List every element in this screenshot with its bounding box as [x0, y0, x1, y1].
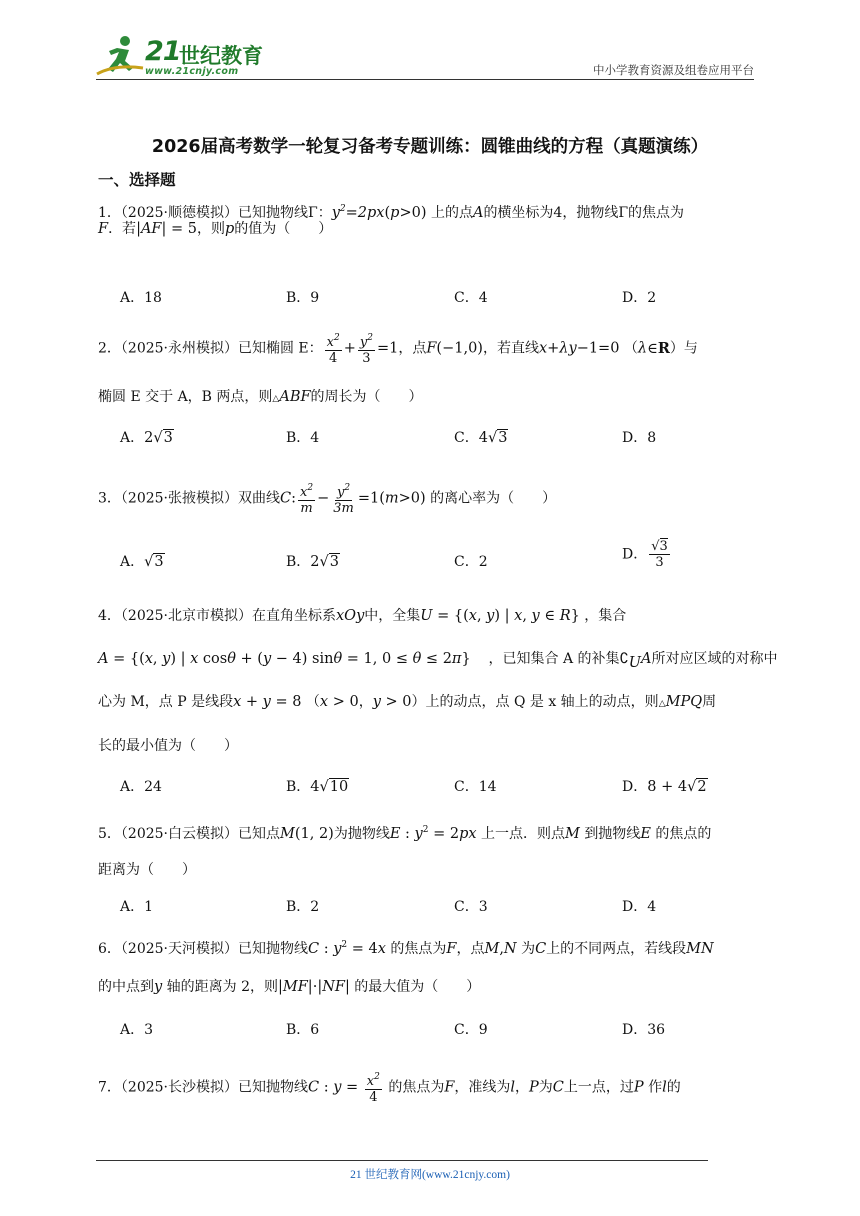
option-b[interactable]: B．9 — [286, 290, 320, 306]
option-c[interactable]: C．14 — [454, 779, 497, 795]
logo-number: 21 — [145, 36, 181, 67]
question-6-line-2: 的中点到y 轴的距离为 2，则|MF|·|NF| 的最大值为（ ） — [98, 979, 481, 995]
option-d[interactable]: D．2 — [622, 290, 657, 306]
option-c[interactable]: C．2 — [454, 554, 488, 570]
option-c[interactable]: C．4√3 — [454, 430, 508, 446]
logo-name: 世纪教育 — [179, 44, 263, 68]
option-c[interactable]: C．4 — [454, 290, 488, 306]
footer-divider — [96, 1160, 708, 1161]
option-d[interactable]: D． $\frac{√3}{3}$ — [622, 539, 668, 570]
question-6-line-1: 6．（2025·天河模拟）已知抛物线C : $y^2 = 4x$ 的焦点为F，点M,N 为C上的不同两点，若线段MN — [98, 940, 714, 957]
question-4-line-3: 心为 M，点 P 是线段x + y = 8 （x > 0，y > 0）上的动点，点 Q 是 x 轴上的动点，则△MPQ周 — [98, 694, 717, 710]
option-b[interactable]: B．2√3 — [286, 554, 340, 570]
option-b[interactable]: B．6 — [286, 1022, 320, 1038]
option-d[interactable]: D．4 — [622, 899, 657, 915]
option-b[interactable]: B．2 — [286, 899, 320, 915]
footer-link[interactable]: 21 世纪教育网(www.21cnjy.com) — [350, 1169, 510, 1181]
question-1-line-1: 1．（2025·顺德模拟）已知抛物线Γ：$y^2=2px(p>0)$ 上的点A的横坐标为4，抛物线Γ的焦点为 — [98, 204, 685, 221]
header-platform-text: 中小学教育资源及组卷应用平台 — [593, 63, 754, 77]
question-3-line-1: 3．（2025·张掖模拟）双曲线C: $\frac{x^2}{m}$ − $\frac{y^2}{3m}$ =1(m>0) 的离心率为（ ） — [98, 483, 557, 516]
question-7-line-1: 7．（2025·长沙模拟）已知抛物线C : y = $\frac{x^2}{4}$ 的焦点为F，准线为l，P为C上一点，过P 作l的 — [98, 1072, 681, 1105]
option-a[interactable]: A．3 — [120, 1022, 154, 1038]
site-logo[interactable] — [95, 34, 265, 78]
option-a[interactable]: A．2√3 — [120, 430, 173, 446]
option-b[interactable]: B．4√10 — [286, 779, 349, 795]
question-5-line-2: 距离为（ ） — [98, 862, 196, 878]
question-2-line-1: 2．（2025·永州模拟）已知椭圆 E： $\frac{x^2}{4}$ + $\frac{y^2}{3}$ =1，点F(−1,0)，若直线x+λy−1=0 （λ∈R）与 — [98, 333, 698, 366]
option-b[interactable]: B．4 — [286, 430, 320, 446]
option-d[interactable]: D．8 + 4√2 — [622, 779, 707, 795]
question-4-line-4: 长的最小值为（ ） — [98, 738, 238, 754]
logo-url: www.21cnjy.com — [145, 66, 239, 77]
question-1-line-2: F．若|AF| = 5，则p的值为（ ） — [98, 221, 333, 237]
option-a[interactable]: A．√3 — [120, 554, 164, 570]
option-d[interactable]: D．8 — [622, 430, 657, 446]
option-c[interactable]: C．3 — [454, 899, 488, 915]
header-divider — [96, 79, 754, 80]
option-a[interactable]: A．18 — [120, 290, 162, 306]
question-2-line-2: 椭圆 E 交于 A，B 两点，则△ABF的周长为（ ） — [98, 389, 423, 405]
option-c[interactable]: C．9 — [454, 1022, 488, 1038]
math-expression: |AF| — [136, 221, 167, 237]
question-4-line-2: A = {(x, y) | x cosθ + (y − 4) sinθ = 1, 0 ≤ θ ≤ 2π} ，已知集合 A 的补集$∁_UA$所对应区域的对称中 — [98, 651, 778, 671]
option-a[interactable]: A．1 — [120, 899, 154, 915]
option-a[interactable]: A．24 — [120, 779, 162, 795]
page-title: 2026届高考数学一轮复习备考专题训练：圆锥曲线的方程（真题演练） — [151, 137, 709, 157]
math-expression: $y^2=2px$ — [331, 204, 385, 221]
section-heading: 一、选择题 — [98, 171, 176, 189]
option-d[interactable]: D．36 — [622, 1022, 666, 1038]
runner-logo-icon — [95, 34, 147, 78]
question-4-line-1: 4．（2025·北京市模拟）在直角坐标系xOy中，全集U = {(x, y) | x, y ∈ R} ，集合 — [98, 608, 627, 624]
question-5-line-1: 5．（2025·白云模拟）已知点M(1, 2)为抛物线E : $y^2 = 2px$ 上一点．则点M 到抛物线E 的焦点的 — [98, 825, 712, 842]
